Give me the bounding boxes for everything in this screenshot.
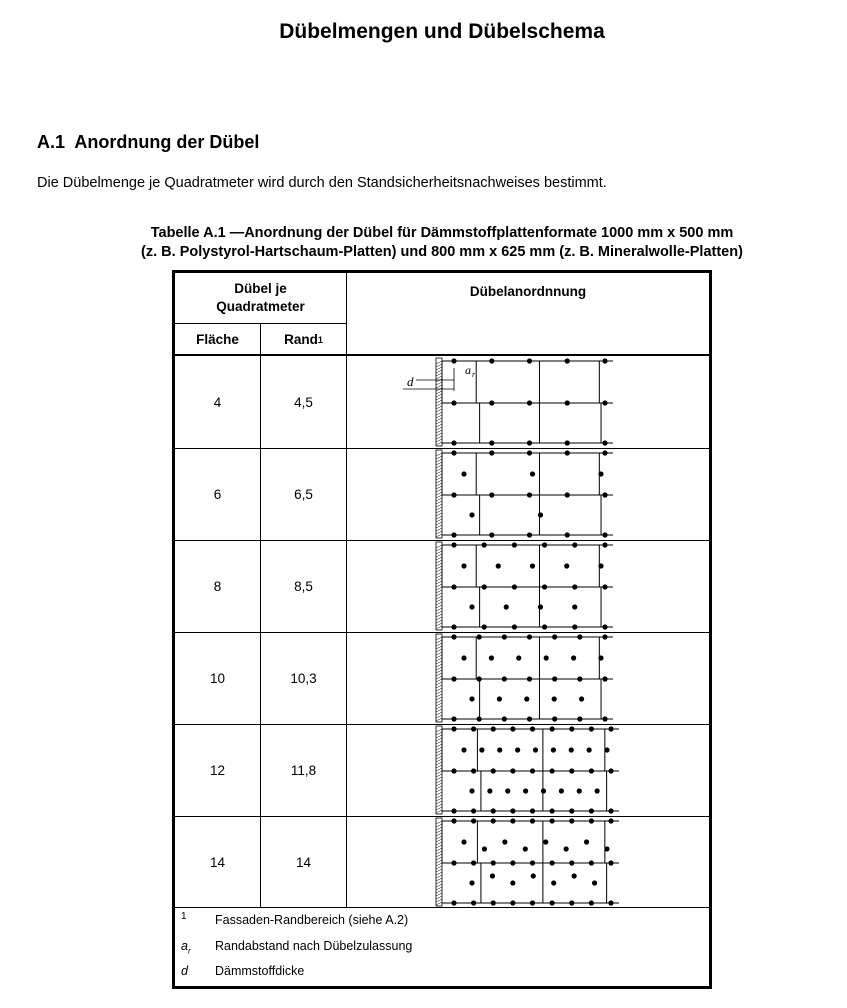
dowel-dot	[523, 846, 528, 851]
dowel-dot	[469, 788, 474, 793]
dowel-dot	[489, 532, 494, 537]
dowel-dot	[502, 716, 507, 721]
dowel-dot	[502, 839, 507, 844]
dowel-dot	[451, 440, 456, 445]
dowel-dot	[589, 768, 594, 773]
dowel-dot	[542, 542, 547, 547]
dowel-dot	[608, 818, 613, 823]
dowel-dot	[552, 696, 557, 701]
dowel-dot	[604, 747, 609, 752]
section-number: A.1	[37, 132, 66, 152]
dowel-dot	[569, 900, 574, 905]
dowel-dot	[559, 788, 564, 793]
footnote-symbol: d	[181, 964, 188, 978]
dowel-dot	[530, 768, 535, 773]
footnote-1	[181, 913, 701, 931]
dowel-dot	[477, 634, 482, 639]
edge-cell: 6,5	[294, 486, 313, 502]
dowel-dot	[565, 440, 570, 445]
dowel-dot	[565, 400, 570, 405]
dowel-dot	[510, 900, 515, 905]
edge-cell: 10,3	[290, 670, 317, 686]
dowel-dot	[533, 747, 538, 752]
dowel-dot	[489, 358, 494, 363]
dowel-dot	[527, 440, 532, 445]
dowel-dot	[569, 860, 574, 865]
dowel-dot	[527, 634, 532, 639]
dowel-dot	[602, 492, 607, 497]
dowel-dot	[530, 808, 535, 813]
dowel-dot	[565, 532, 570, 537]
intro-paragraph: Die Dübelmenge je Quadratmeter wird durch den Standsicherheitsnachweises bestimmt.	[37, 175, 607, 191]
dowel-dot	[469, 880, 474, 885]
area-cell: 12	[209, 762, 226, 778]
dowel-dot	[527, 400, 532, 405]
dowel-dot	[451, 634, 456, 639]
area-cell: 6	[213, 486, 222, 502]
caption-line-1: Tabelle A.1 —Anordnung der Dübel für Dämmstoffplattenformate 1000 mm x 500 mm	[150, 225, 734, 241]
dimension-ar-label: a	[465, 363, 471, 377]
dowel-dot	[482, 542, 487, 547]
dowel-table	[172, 270, 712, 989]
dowel-dot	[552, 634, 557, 639]
page-title: Dübelmengen und Dübelschema	[279, 20, 605, 43]
dowel-dot	[451, 900, 456, 905]
dowel-dot	[569, 808, 574, 813]
dowel-dot	[527, 532, 532, 537]
dowel-dot	[516, 655, 521, 660]
dowel-dot	[602, 400, 607, 405]
dowel-dot	[491, 860, 496, 865]
dowel-dot	[572, 604, 577, 609]
edge-cell: 4,5	[294, 394, 313, 410]
dowel-dot	[530, 818, 535, 823]
dowel-dot	[589, 860, 594, 865]
dowel-dot	[502, 676, 507, 681]
dowel-dot	[598, 471, 603, 476]
area-cell: 8	[213, 578, 222, 594]
dowel-dot	[602, 542, 607, 547]
dowel-dot	[497, 696, 502, 701]
dowel-dot	[469, 696, 474, 701]
dowel-dot	[587, 747, 592, 752]
footnote-d	[181, 964, 701, 982]
dowel-dot	[542, 624, 547, 629]
dowel-dot	[491, 808, 496, 813]
dowel-dot	[471, 860, 476, 865]
dowel-dot	[489, 450, 494, 455]
dowel-dot	[491, 726, 496, 731]
footnote-text: Fassaden-Randbereich (siehe A.2)	[215, 913, 409, 927]
dowel-dot	[571, 655, 576, 660]
dowel-dot	[451, 716, 456, 721]
dowel-dot	[572, 624, 577, 629]
dowel-dot	[579, 696, 584, 701]
dowel-dot	[451, 358, 456, 363]
dowel-dot	[461, 655, 466, 660]
dowel-dot	[497, 747, 502, 752]
dowel-dot	[471, 818, 476, 823]
dowel-dot	[451, 676, 456, 681]
dowel-dot	[451, 532, 456, 537]
dowel-dot	[482, 846, 487, 851]
area-cell: 10	[209, 670, 226, 686]
dowel-dot	[602, 624, 607, 629]
edge-cell: 14	[295, 854, 312, 870]
dimension-d-label: d	[407, 374, 414, 389]
dowel-dot	[489, 492, 494, 497]
dowel-dot	[569, 726, 574, 731]
dowel-dot	[479, 747, 484, 752]
dowel-dot	[552, 716, 557, 721]
dowel-dot	[572, 542, 577, 547]
dowel-dot	[491, 900, 496, 905]
dowel-dot	[565, 358, 570, 363]
area-cell: 14	[209, 854, 226, 870]
dowel-dot	[577, 634, 582, 639]
dowel-dot	[451, 542, 456, 547]
dowel-dot	[489, 440, 494, 445]
dowel-dot	[530, 726, 535, 731]
dowel-dot	[530, 471, 535, 476]
dowel-dot	[602, 440, 607, 445]
dowel-dot	[490, 873, 495, 878]
dowel-dot	[477, 676, 482, 681]
dowel-dot	[572, 873, 577, 878]
footnote-ar	[181, 939, 701, 957]
dowel-dot	[489, 655, 494, 660]
dowel-dot	[451, 726, 456, 731]
area-cell: 4	[213, 394, 222, 410]
dowel-diagram	[347, 448, 709, 540]
dowel-dot	[542, 584, 547, 589]
section-heading-text: Anordnung der Dübel	[74, 132, 260, 152]
dowel-dot	[598, 563, 603, 568]
dowel-dot	[461, 839, 466, 844]
footnote-symbol	[181, 939, 211, 956]
dowel-dot	[524, 696, 529, 701]
dowel-dot	[510, 880, 515, 885]
dowel-dot	[550, 808, 555, 813]
dowel-dot	[564, 846, 569, 851]
dowel-dot	[471, 808, 476, 813]
dowel-dot	[491, 768, 496, 773]
table-caption	[0, 224, 847, 262]
dowel-dot	[550, 768, 555, 773]
dowel-dot	[461, 471, 466, 476]
dowel-dot	[502, 634, 507, 639]
dowel-dot	[565, 450, 570, 455]
caption-line-2: (z. B. Polystyrol-Hartschaum-Platten) und 800 mm x 625 mm (z. B. Mineralwolle-Platten)	[141, 244, 743, 260]
dowel-dot	[602, 532, 607, 537]
dowel-dot	[530, 860, 535, 865]
dowel-dot	[572, 584, 577, 589]
dowel-dot	[523, 788, 528, 793]
dowel-dot	[451, 584, 456, 589]
dowel-dot	[584, 839, 589, 844]
dowel-dot	[451, 492, 456, 497]
dowel-diagram	[347, 540, 709, 632]
dowel-dot	[608, 768, 613, 773]
dowel-diagram	[347, 816, 709, 908]
dowel-dot	[461, 563, 466, 568]
dowel-dot	[592, 880, 597, 885]
dowel-dot	[477, 716, 482, 721]
dowel-dot	[543, 839, 548, 844]
dowel-dot	[550, 860, 555, 865]
header-edge-label: Rand	[284, 332, 318, 347]
dowel-dot	[589, 808, 594, 813]
dowel-dot	[491, 818, 496, 823]
dowel-dot	[512, 542, 517, 547]
dowel-dot	[504, 604, 509, 609]
dowel-dot	[510, 808, 515, 813]
dowel-dot	[550, 900, 555, 905]
dowel-dot	[505, 788, 510, 793]
section-heading	[37, 132, 259, 153]
dowel-dot	[608, 860, 613, 865]
dowel-dot	[527, 358, 532, 363]
dimension-ar-sub: r	[472, 370, 476, 379]
dowel-dot	[531, 873, 536, 878]
dowel-dot	[489, 400, 494, 405]
dowel-dot	[602, 358, 607, 363]
dowel-dot	[512, 584, 517, 589]
dowel-dot	[527, 492, 532, 497]
dowel-dot	[527, 450, 532, 455]
footnote-text: Randabstand nach Dübelzulassung	[215, 939, 413, 953]
dowel-dot	[471, 768, 476, 773]
dowel-dot	[527, 676, 532, 681]
header-area: Fläche	[196, 332, 239, 347]
dowel-dot	[496, 563, 501, 568]
dowel-dot	[589, 818, 594, 823]
dowel-dot	[510, 768, 515, 773]
dowel-dot	[550, 818, 555, 823]
dowel-dot	[461, 747, 466, 752]
dowel-dot	[538, 604, 543, 609]
dowel-dot	[595, 788, 600, 793]
dowel-dot	[608, 900, 613, 905]
dowel-dot	[589, 726, 594, 731]
dowel-dot	[602, 450, 607, 455]
dowel-dot	[565, 492, 570, 497]
dowel-dot	[608, 808, 613, 813]
dowel-dot	[510, 860, 515, 865]
dowel-dot	[451, 624, 456, 629]
dowel-dot	[608, 726, 613, 731]
dowel-dot	[602, 584, 607, 589]
dowel-dot	[451, 818, 456, 823]
dowel-diagram	[347, 724, 709, 816]
header-edge	[261, 324, 346, 355]
dowel-dot	[482, 584, 487, 589]
dowel-dot	[527, 716, 532, 721]
dowel-dot	[569, 768, 574, 773]
header-diagram: Dübelanordnnung	[469, 283, 587, 299]
dowel-dot	[538, 512, 543, 517]
dowel-dot	[551, 880, 556, 885]
dowel-dot	[564, 563, 569, 568]
dowel-dot	[512, 624, 517, 629]
dowel-dot	[569, 818, 574, 823]
dowel-dot	[530, 563, 535, 568]
dowel-dot	[551, 747, 556, 752]
dowel-diagram	[347, 356, 709, 448]
footnote-text: Dämmstoffdicke	[215, 964, 305, 978]
dowel-dot	[577, 676, 582, 681]
dowel-dot	[577, 716, 582, 721]
dowel-dot	[602, 716, 607, 721]
dowel-dot	[589, 900, 594, 905]
dowel-dot	[469, 512, 474, 517]
dowel-dot	[451, 860, 456, 865]
dowel-dot	[510, 818, 515, 823]
dowel-dot	[530, 900, 535, 905]
dowel-dot	[487, 788, 492, 793]
dowel-diagram	[347, 632, 709, 724]
dowel-dot	[515, 747, 520, 752]
footnote-symbol: 1	[181, 911, 187, 922]
dowel-dot	[602, 634, 607, 639]
dowel-dot	[604, 846, 609, 851]
dowel-dot	[552, 676, 557, 681]
dowel-dot	[550, 726, 555, 731]
dowel-dot	[541, 788, 546, 793]
footnote-symbol-sub: r	[187, 946, 191, 956]
header-edge-sup: 1	[317, 334, 323, 345]
dowel-dot	[544, 655, 549, 660]
dowel-dot	[471, 726, 476, 731]
header-dowel-per-sqm: Dübel je Quadratmeter	[216, 281, 305, 314]
dowel-dot	[577, 788, 582, 793]
footnote-symbol-main: a	[181, 939, 188, 953]
dowel-dot	[451, 400, 456, 405]
edge-cell: 11,8	[290, 762, 317, 778]
dowel-dot	[451, 768, 456, 773]
dowel-dot	[451, 808, 456, 813]
dowel-dot	[469, 604, 474, 609]
dowel-dot	[451, 450, 456, 455]
dowel-dot	[598, 655, 603, 660]
dowel-dot	[602, 676, 607, 681]
dowel-dot	[569, 747, 574, 752]
dowel-dot	[471, 900, 476, 905]
edge-cell: 8,5	[294, 578, 313, 594]
dowel-dot	[482, 624, 487, 629]
dowel-dot	[510, 726, 515, 731]
